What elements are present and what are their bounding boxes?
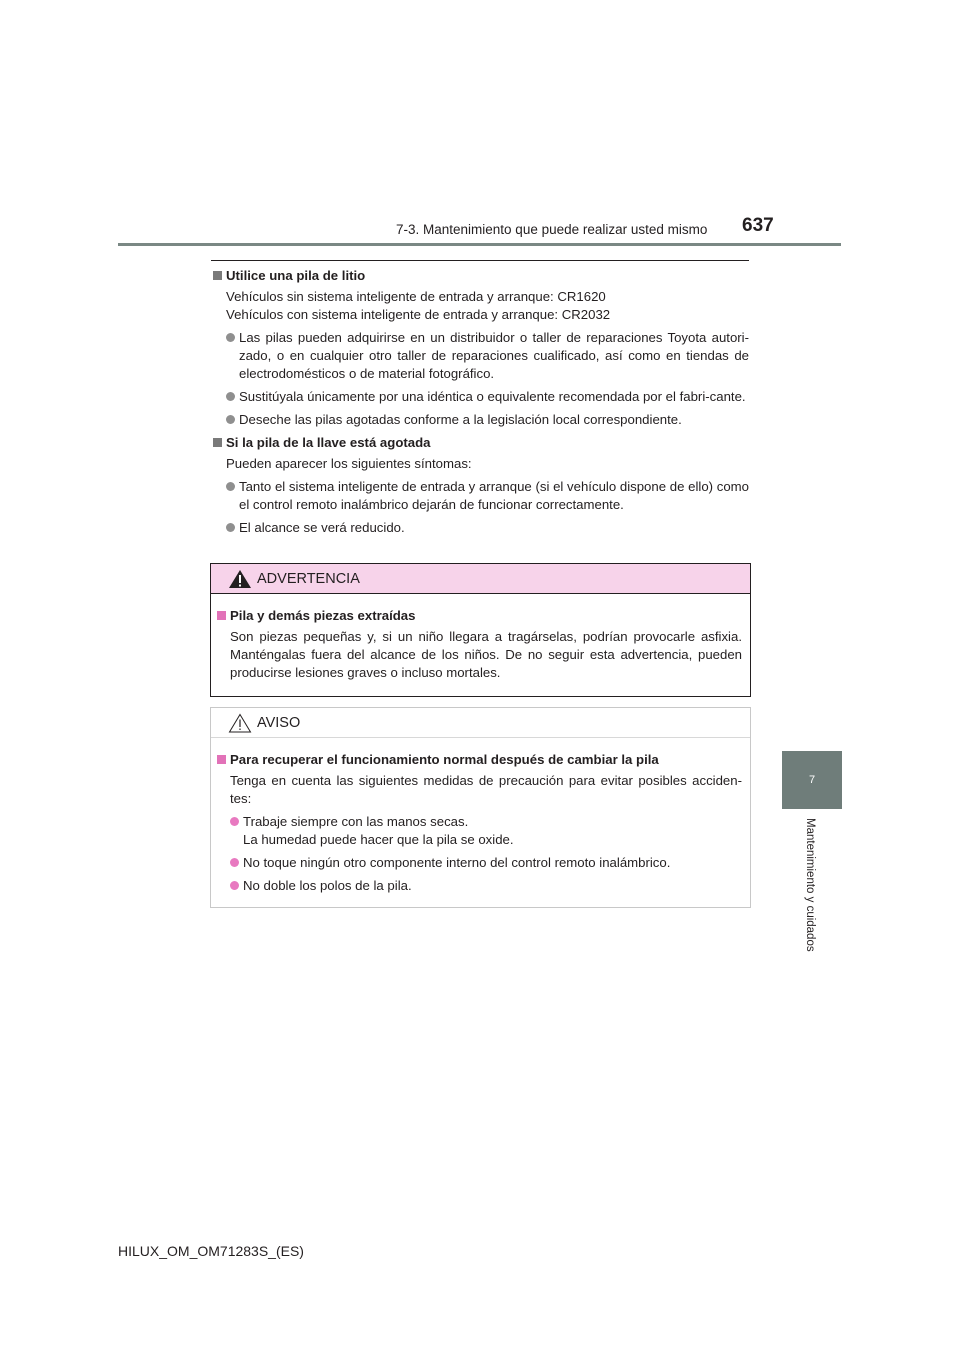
thin-rule bbox=[211, 260, 749, 261]
round-bullet-icon bbox=[226, 523, 235, 532]
paragraph: Pueden aparecer los siguientes síntomas: bbox=[226, 456, 472, 471]
round-bullet-icon bbox=[226, 333, 235, 342]
square-bullet-icon bbox=[213, 438, 222, 447]
page-number: 637 bbox=[742, 215, 774, 236]
list-item: Sustitúyala únicamente por una idéntica o equivalente recomendada por el fabri-cante. bbox=[213, 388, 749, 406]
warning-triangle-icon bbox=[228, 569, 252, 589]
section-title: 7-3. Mantenimiento que puede realizar usted mismo bbox=[396, 222, 708, 237]
notice-heading: Para recuperar el funcionamiento normal después de cambiar la pila bbox=[217, 751, 742, 769]
list-item: Trabaje siempre con las manos secas. La humedad puede hacer que la pila se oxide. bbox=[217, 813, 742, 849]
round-bullet-icon bbox=[230, 881, 239, 890]
notice-text: Tenga en cuenta las siguientes medidas de precaución para evitar posibles acciden-tes: bbox=[230, 773, 742, 806]
list-item: Tanto el sistema inteligente de entrada y arranque (si el vehículo dispone de ello) como el control remoto inalámbrico dejarán de funcionar correctamente. bbox=[213, 478, 749, 514]
notice-header bbox=[211, 708, 750, 738]
square-bullet-icon bbox=[213, 271, 222, 280]
main-content bbox=[213, 267, 749, 542]
list-item: Las pilas pueden adquirirse en un distribuidor o taller de reparaciones Toyota autori-zado, o en cualquier otro taller de reparaciones cualificado, así como en tiendas de electrodomésticos o de material fotográfico. bbox=[213, 329, 749, 383]
round-bullet-icon bbox=[226, 415, 235, 424]
chapter-label: Mantenimiento y cuidados bbox=[804, 818, 816, 952]
warning-box bbox=[210, 563, 751, 697]
round-bullet-icon bbox=[230, 858, 239, 867]
square-bullet-icon bbox=[217, 755, 226, 764]
list-item: No toque ningún otro componente interno del control remoto inalámbrico. bbox=[217, 854, 742, 872]
list-item: El alcance se verá reducido. bbox=[213, 519, 749, 537]
warning-header bbox=[211, 564, 750, 594]
document-code: HILUX_OM_OM71283S_(ES) bbox=[118, 1243, 304, 1259]
round-bullet-icon bbox=[226, 482, 235, 491]
list-item: No doble los polos de la pila. bbox=[217, 877, 742, 895]
round-bullet-icon bbox=[226, 392, 235, 401]
section-heading: Si la pila de la llave está agotada bbox=[213, 434, 749, 452]
chapter-tab[interactable] bbox=[782, 751, 842, 809]
notice-box bbox=[210, 707, 751, 908]
section-heading: Utilice una pila de litio bbox=[213, 267, 749, 285]
header-rule bbox=[118, 243, 841, 246]
chapter-number: 7 bbox=[808, 774, 816, 786]
list-item: Deseche las pilas agotadas conforme a la legislación local correspondiente. bbox=[213, 411, 749, 429]
warning-title: ADVERTENCIA bbox=[257, 570, 360, 587]
square-bullet-icon bbox=[217, 611, 226, 620]
warning-text: Son piezas pequeñas y, si un niño llegara a tragárselas, podrían provocarle asfixia. Manténgalas fuera del alcance de los niños. De no seguir esta advertencia, pueden producirse lesiones graves o incluso mortales. bbox=[230, 629, 742, 680]
notice-title: AVISO bbox=[257, 714, 301, 731]
caution-triangle-icon bbox=[228, 713, 252, 733]
section-battery-dead bbox=[213, 434, 749, 537]
warning-heading: Pila y demás piezas extraídas bbox=[217, 607, 742, 625]
section-lithium bbox=[213, 267, 749, 429]
round-bullet-icon bbox=[230, 817, 239, 826]
paragraph: Vehículos sin sistema inteligente de entrada y arranque: CR1620 Vehículos con sistema inteligente de entrada y arranque: CR2032 bbox=[226, 289, 611, 322]
